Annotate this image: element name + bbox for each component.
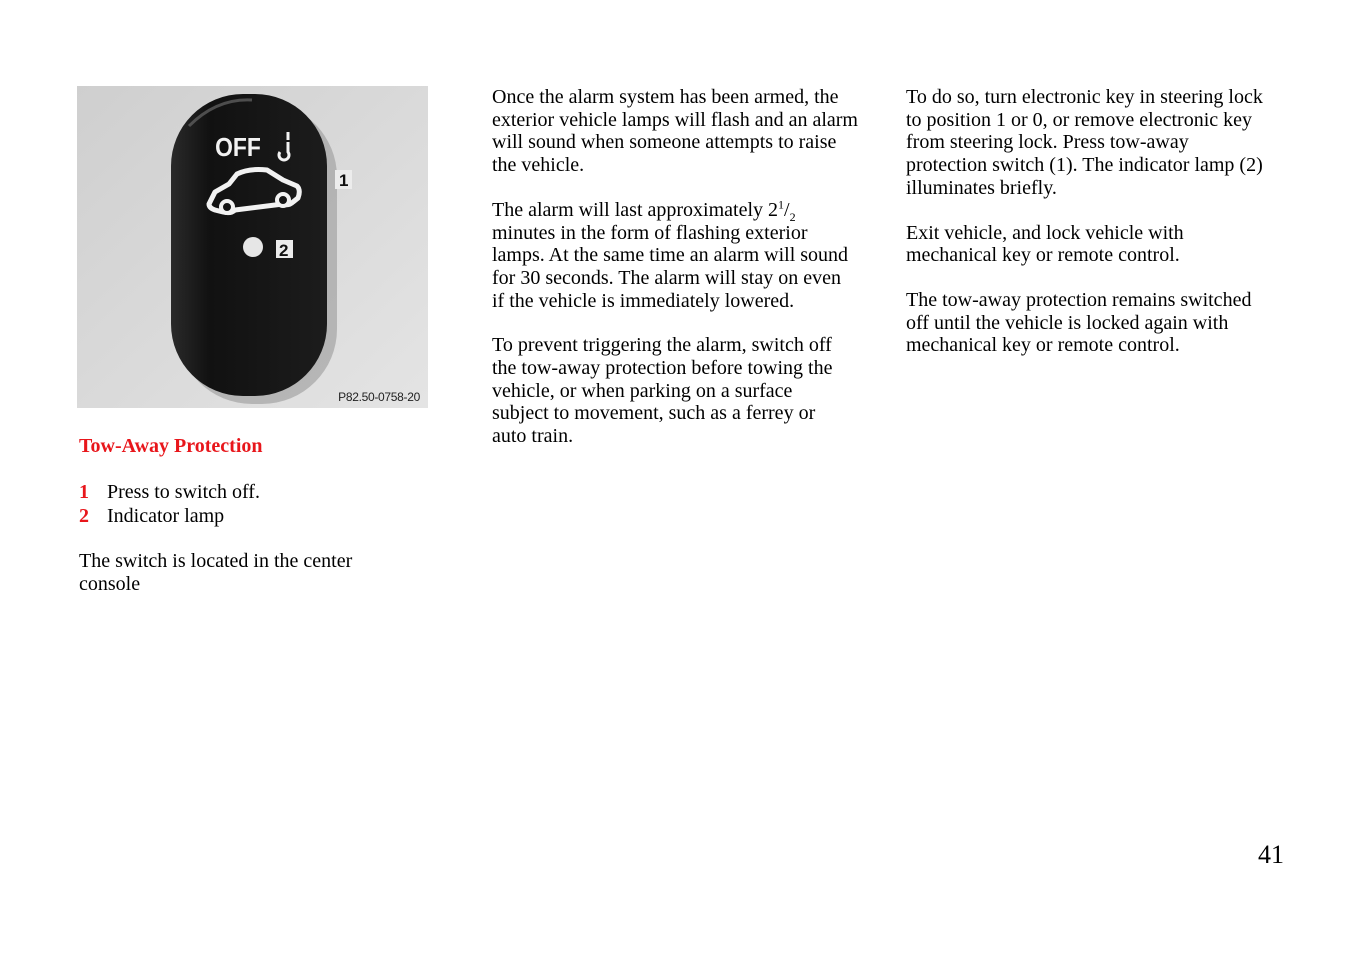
right-column <box>906 86 1286 379</box>
fraction-slash: / <box>784 198 790 221</box>
legend-text: Indicator lamp <box>107 504 225 527</box>
fraction-denominator: 2 <box>789 209 796 224</box>
left-column <box>79 433 439 617</box>
paragraph-duration <box>492 199 854 313</box>
legend-number: 1 <box>79 481 89 503</box>
legend-item-2 <box>79 505 439 529</box>
legend-item-1 <box>79 481 439 505</box>
page-number: 41 <box>1258 840 1284 869</box>
fraction-numerator: 1 <box>778 197 785 212</box>
text-fragment: minutes in the form of flashing exterior lamps. At the same time an alarm will sound for 30 seconds. The alarm will stay on even if the vehicle is immediately lowered. <box>492 221 849 312</box>
switch-illustration <box>77 86 428 408</box>
section-heading: Tow-Away Protection <box>79 435 263 457</box>
callout-legend <box>79 481 439 528</box>
off-label: OFF <box>215 133 261 163</box>
tow-away-switch-photo <box>77 86 428 408</box>
legend-text: Press to switch off. <box>107 481 260 503</box>
location-note: The switch is located in the center console <box>79 550 353 595</box>
paragraph: To prevent triggering the alarm, switch off the tow-away protection before towing the vehicle, or when parking on a surface subject to movement, such as a ferrey or auto train. <box>492 334 833 448</box>
paragraph: Exit vehicle, and lock vehicle with mechanical key or remote control. <box>906 221 1184 267</box>
middle-column <box>492 86 872 470</box>
text-fragment: The alarm will last approximately 2 <box>492 198 779 221</box>
legend-number: 2 <box>79 504 89 527</box>
paragraph: To do so, turn electronic key in steering lock to position 1 or 0, or remove electronic key from steering lock. Press tow-away protection switch (1). The indicator lamp (2) illuminates briefly. <box>906 86 1263 199</box>
callout-2: 2 <box>279 241 289 260</box>
callout-1: 1 <box>339 171 349 190</box>
figure-code: P82.50-0758-20 <box>338 390 420 404</box>
indicator-lamp-icon <box>243 237 263 257</box>
paragraph: The tow-away protection remains switched off until the vehicle is locked again with mechanical key or remote control. <box>906 288 1252 357</box>
paragraph: Once the alarm system has been armed, the exterior vehicle lamps will flash and an alarm will sound when someone attempts to raise the vehicle. <box>492 86 858 177</box>
